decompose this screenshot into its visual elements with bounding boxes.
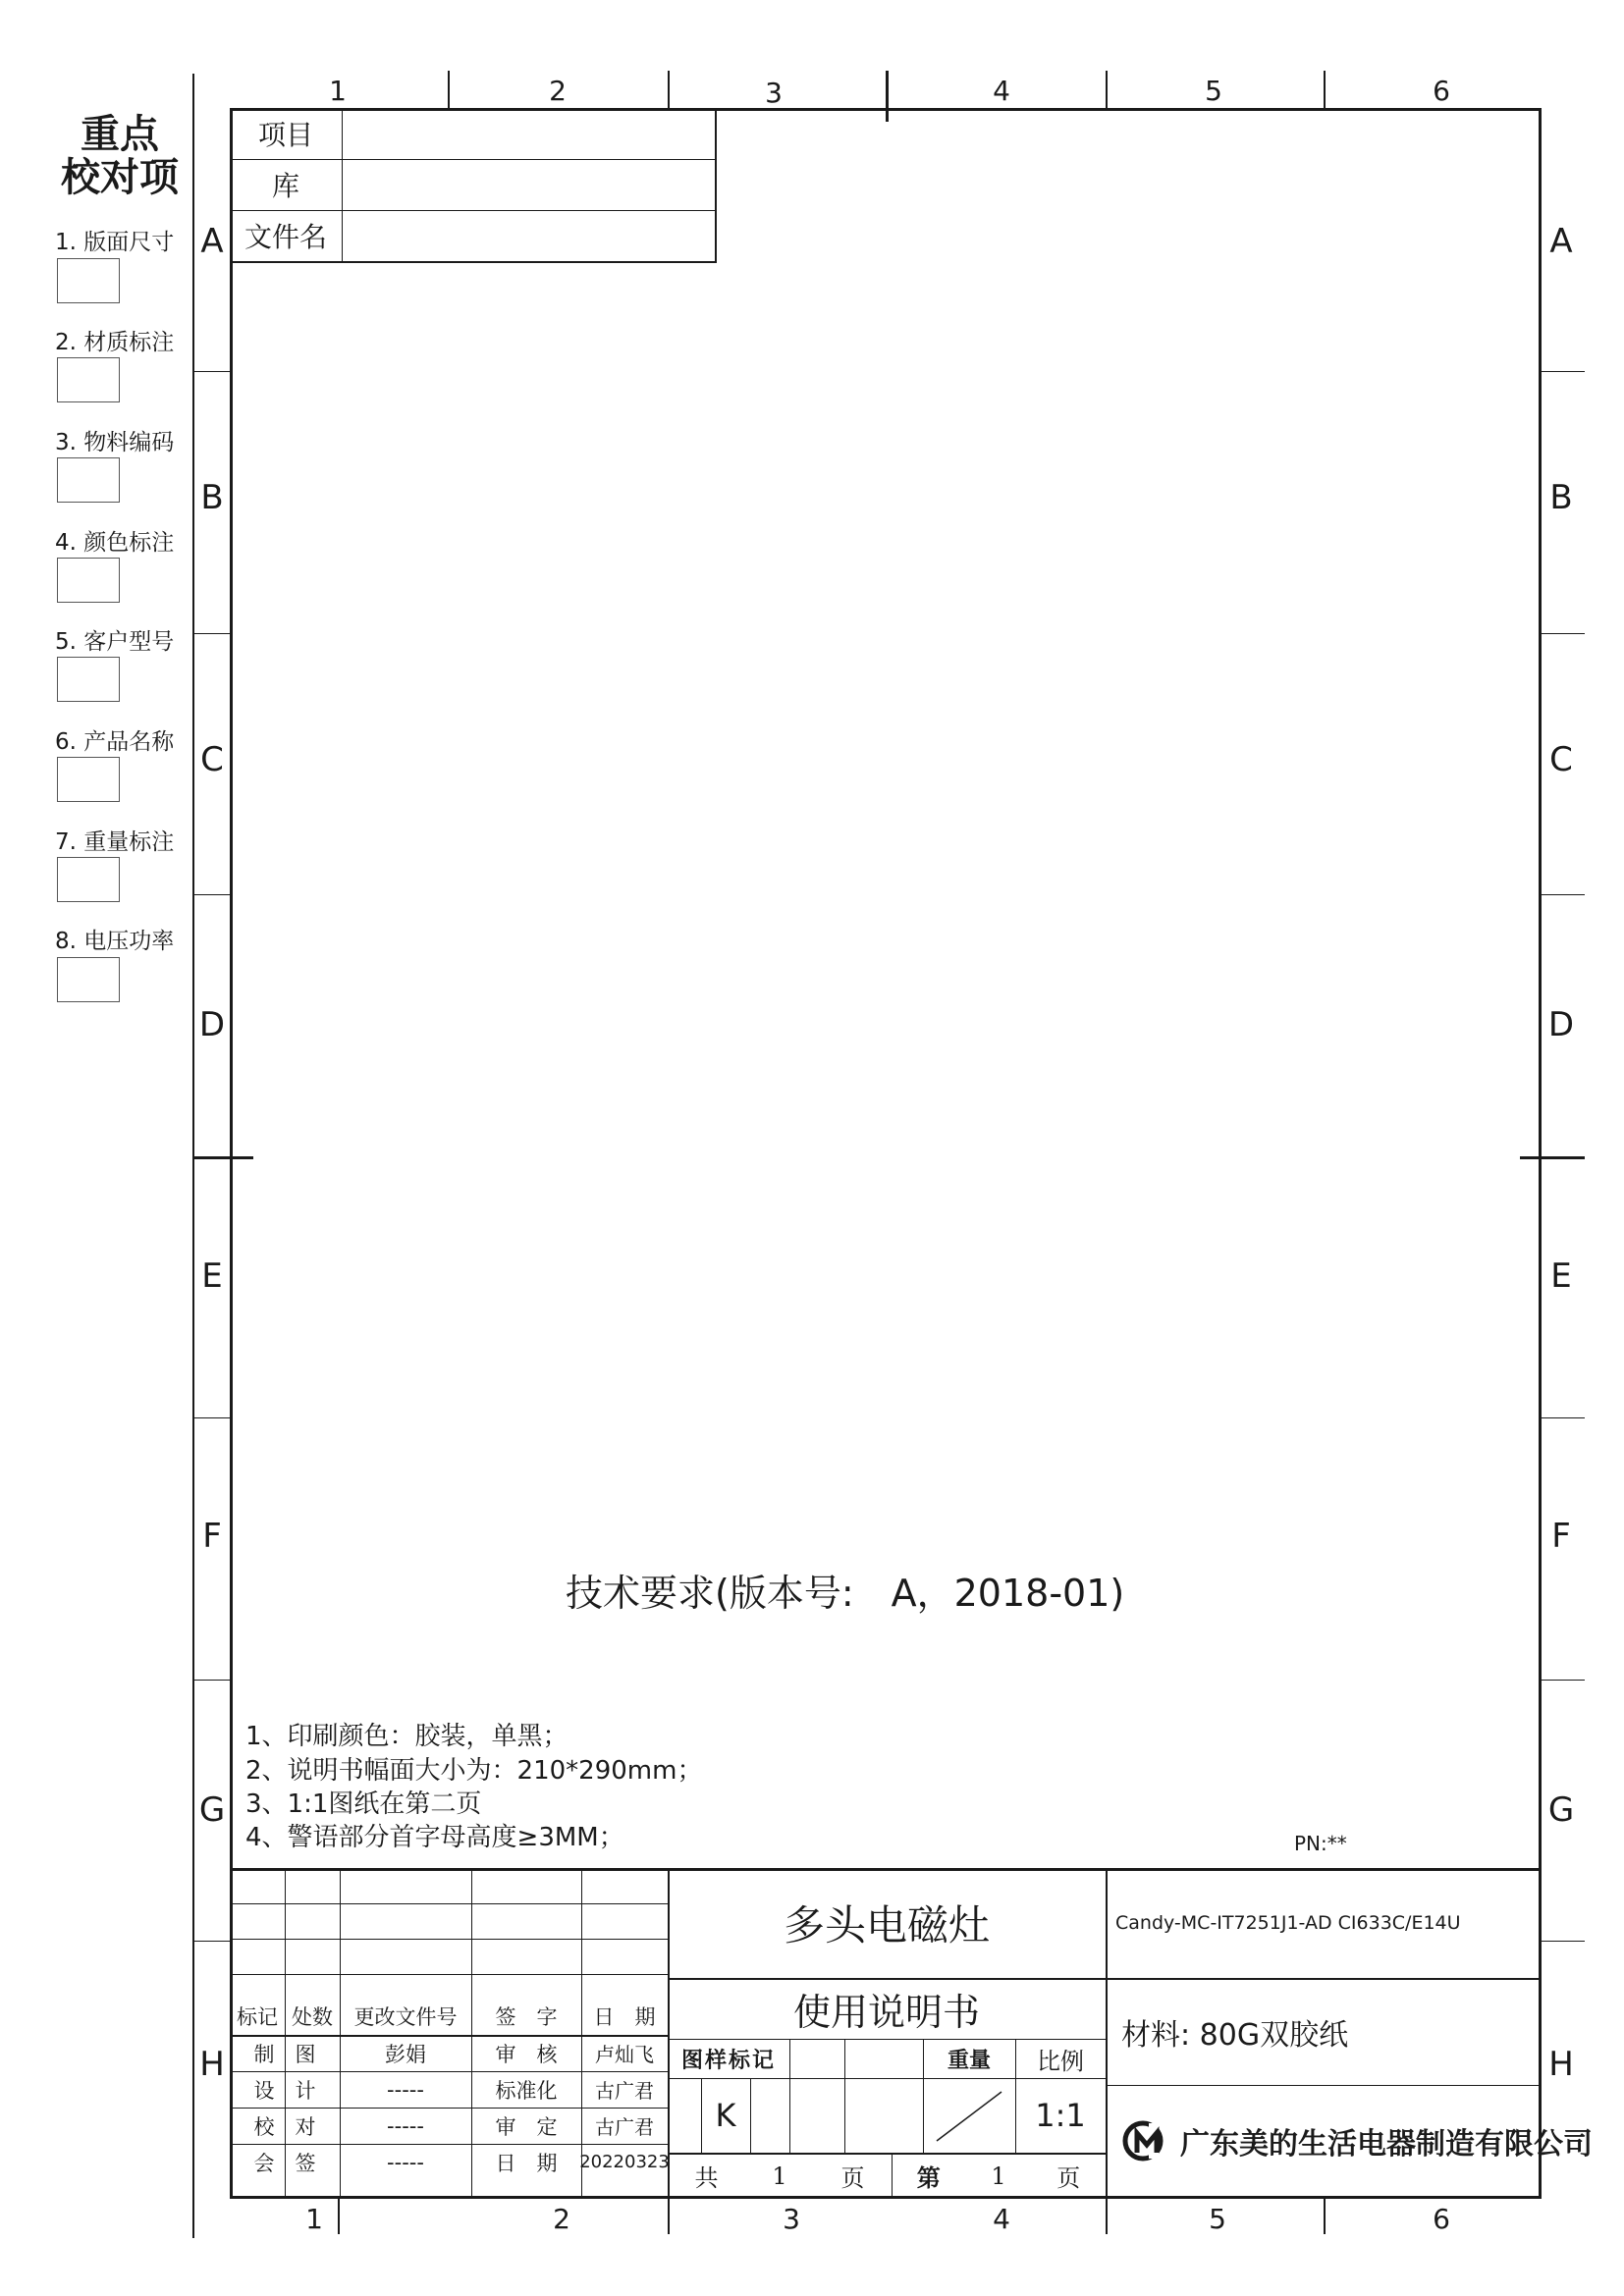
role-label: 日 期 <box>495 2151 558 2175</box>
col-tick <box>1324 2199 1326 2234</box>
row-label: G <box>1547 1790 1575 1830</box>
scale-value: 1:1 <box>1035 2097 1086 2134</box>
row-label: F <box>1551 1517 1571 1556</box>
checklist-checkbox[interactable] <box>57 757 120 802</box>
rev-col-docno: 更改文件号 <box>353 2005 458 2029</box>
checklist-label: 5. 客户型号 <box>55 629 175 655</box>
filename-label: 文件名 <box>244 221 327 253</box>
col-center-tick <box>886 71 889 122</box>
role-label: 会 签 <box>253 2151 316 2175</box>
row-label: C <box>1549 740 1573 779</box>
col-tick <box>1106 2199 1108 2234</box>
row-label: E <box>1550 1256 1572 1296</box>
weight-label: 重量 <box>947 2048 991 2073</box>
part-number: PN:** <box>1294 1832 1347 1855</box>
column-label: 2 <box>549 75 567 107</box>
page-number <box>892 2153 1106 2199</box>
col-tick <box>668 2199 670 2234</box>
checklist-checkbox[interactable] <box>57 457 120 503</box>
weight-slash-mark <box>923 2078 1015 2153</box>
role-label: 审 定 <box>495 2114 558 2139</box>
checklist-label: 4. 颜色标注 <box>55 530 175 556</box>
row-label: E <box>201 1256 223 1296</box>
checklist-title-line1: 重点 <box>81 112 159 157</box>
checklist-checkbox[interactable] <box>57 558 120 603</box>
row-center-tick <box>1520 1156 1585 1159</box>
row-label: F <box>202 1517 222 1556</box>
role-label: 标准化 <box>495 2078 558 2103</box>
checklist-label: 8. 电压功率 <box>55 929 175 954</box>
row-tick <box>1542 1417 1585 1418</box>
column-label: 4 <box>993 2203 1010 2235</box>
row-label: D <box>198 1005 226 1044</box>
rev-col-count: 处数 <box>292 2005 333 2029</box>
midea-logo-icon <box>1121 2119 1176 2163</box>
checklist-title-line2: 校对项 <box>61 155 179 200</box>
role-name: ----- <box>387 2113 424 2138</box>
column-label: 2 <box>553 2203 570 2235</box>
rev-col-signature: 签 字 <box>495 2005 558 2029</box>
drawing-mark-label: 图样标记 <box>680 2048 776 2073</box>
total-pages-value: 1 <box>772 2162 787 2190</box>
product-name: 多头电磁灶 <box>783 1901 990 1949</box>
checklist-checkbox[interactable] <box>57 357 120 402</box>
role-label: 制 图 <box>253 2042 316 2066</box>
role-name: 彭娟 <box>385 2042 426 2066</box>
library-label: 库 <box>271 170 299 202</box>
drawing-mark-value: K <box>715 2097 736 2134</box>
role-label: 设 计 <box>253 2078 316 2103</box>
col-tick <box>448 71 450 108</box>
project-field[interactable] <box>344 110 709 157</box>
row-tick <box>192 1417 230 1418</box>
row-tick <box>192 1680 230 1681</box>
checklist-title <box>51 113 189 199</box>
role-name: 卢灿飞 <box>595 2043 654 2066</box>
row-label: G <box>198 1790 226 1830</box>
tech-requirements-heading: 技术要求(版本号: A，2018-01) <box>566 1572 1125 1615</box>
row-tick <box>1542 894 1585 895</box>
row-label: A <box>1549 222 1573 261</box>
material-spec: 材料: 80G双胶纸 <box>1121 2017 1349 2053</box>
checklist-checkbox[interactable] <box>57 657 120 702</box>
role-name: 古广君 <box>595 2079 654 2103</box>
row-tick <box>192 894 230 895</box>
column-label: 5 <box>1209 2203 1226 2235</box>
requirement-item: 1、印刷颜色：胶装，单黑； <box>245 1722 568 1751</box>
page-number-value: 1 <box>991 2162 1006 2190</box>
column-label: 6 <box>1433 2203 1450 2235</box>
filename-field[interactable] <box>344 212 709 259</box>
checklist-label: 1. 版面尺寸 <box>55 230 175 255</box>
document-type: 使用说明书 <box>792 1990 980 2034</box>
col-tick <box>1324 71 1326 108</box>
row-label: B <box>1549 478 1573 517</box>
title-block <box>230 1868 1593 2199</box>
row-label: D <box>1547 1005 1575 1044</box>
checklist-checkbox[interactable] <box>57 258 120 303</box>
checklist-checkbox[interactable] <box>57 857 120 902</box>
page-number-suffix: 页 <box>1056 2164 1081 2192</box>
role-name: 古广君 <box>595 2115 654 2139</box>
column-label: 3 <box>765 77 783 109</box>
checklist-label: 7. 重量标注 <box>55 829 175 855</box>
drawing-date: 20220323 <box>579 2152 670 2172</box>
checklist-label: 2. 材质标注 <box>55 330 175 355</box>
row-label: C <box>200 740 224 779</box>
column-label: 6 <box>1433 75 1450 107</box>
requirement-item: 4、警语部分首字母高度≥3MM； <box>245 1823 624 1852</box>
requirement-item: 3、1:1图纸在第二页 <box>245 1789 482 1819</box>
total-pages-suffix: 页 <box>840 2164 865 2192</box>
total-pages-prefix: 共 <box>694 2164 719 2192</box>
col-tick <box>668 71 670 108</box>
checklist-label: 6. 产品名称 <box>55 729 175 755</box>
row-label: H <box>199 2045 225 2084</box>
rev-col-date: 日 期 <box>593 2005 656 2029</box>
row-tick <box>1542 1941 1585 1942</box>
company-logo-block <box>1121 2119 1593 2163</box>
row-tick <box>1542 1680 1585 1681</box>
checklist-checkbox[interactable] <box>57 957 120 1002</box>
page-number-prefix: 第 <box>916 2164 941 2192</box>
role-label: 校 对 <box>253 2114 316 2139</box>
row-label: B <box>200 478 224 517</box>
role-name: ----- <box>387 2150 424 2174</box>
library-field[interactable] <box>344 161 709 208</box>
column-label: 1 <box>329 75 347 107</box>
row-tick <box>1542 633 1585 634</box>
row-center-tick <box>192 1156 253 1159</box>
row-label: A <box>200 222 224 261</box>
row-tick <box>1542 371 1585 372</box>
row-tick <box>192 371 230 372</box>
column-label: 5 <box>1205 75 1222 107</box>
column-label: 3 <box>783 2203 800 2235</box>
column-label: 4 <box>993 75 1010 107</box>
checklist-label: 3. 物料编码 <box>55 430 175 455</box>
requirement-item: 2、说明书幅面大小为：210*290mm； <box>245 1756 703 1786</box>
total-pages <box>668 2153 892 2199</box>
header-table <box>230 108 717 263</box>
row-tick <box>192 633 230 634</box>
role-label: 审 核 <box>495 2042 558 2066</box>
col-tick <box>1106 71 1108 108</box>
role-name: ----- <box>387 2077 424 2102</box>
rev-col-mark: 标记 <box>237 2005 278 2029</box>
project-label: 项目 <box>257 119 313 151</box>
model-number: Candy-MC-IT7251J1-AD CI633C/E14U <box>1115 1912 1461 1934</box>
company-name: 广东美的生活电器制造有限公司 <box>1180 2127 1593 2162</box>
row-label: H <box>1548 2045 1574 2084</box>
row-tick <box>192 1941 230 1942</box>
column-label: 1 <box>305 2203 323 2235</box>
scale-label: 比例 <box>1037 2047 1084 2075</box>
